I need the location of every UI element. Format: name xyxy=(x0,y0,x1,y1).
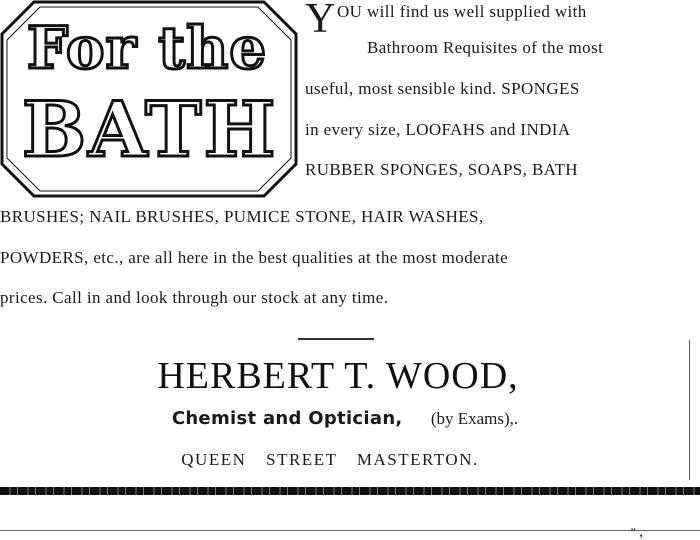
footer-mark: " , xyxy=(630,525,643,539)
drop-cap: Y xyxy=(305,0,336,42)
intro-line-3: useful, most sensible kind. SPONGES xyxy=(305,79,580,98)
for-the-bath-plate xyxy=(0,0,298,198)
divider-rule xyxy=(298,338,374,340)
plate-line-for-the: For the xyxy=(26,14,268,82)
intro-line-2: Bathroom Requisites of the most xyxy=(367,38,604,57)
right-border-rule xyxy=(689,340,690,480)
intro-line-1: OU will find us well supplied with xyxy=(337,2,587,21)
merchant-name: HERBERT T. WOOD, xyxy=(157,355,519,397)
bottom-border-rule xyxy=(0,487,700,495)
plate-line-bath: BATH xyxy=(22,85,278,174)
body-line-1: BRUSHES; NAIL BRUSHES, PUMICE STONE, HAIR WASHES, xyxy=(0,207,484,226)
intro-line-4: in every size, LOOFAHS and INDIA xyxy=(305,120,571,139)
body-line-2: POWDERS, etc., are all here in the best qualities at the most moderate xyxy=(0,248,509,267)
intro-line-5: RUBBER SPONGES, SOAPS, BATH xyxy=(305,160,578,179)
merchant-qualification: (by Exams),. xyxy=(430,409,519,428)
column-rule xyxy=(0,530,700,531)
body-line-3: prices. Call in and look through our stock at any time. xyxy=(0,288,389,307)
merchant-subtitle xyxy=(0,408,690,429)
merchant-address: QUEEN STREET MASTERTON. xyxy=(181,450,479,469)
merchant-title: Chemist and Optician, xyxy=(171,408,403,429)
